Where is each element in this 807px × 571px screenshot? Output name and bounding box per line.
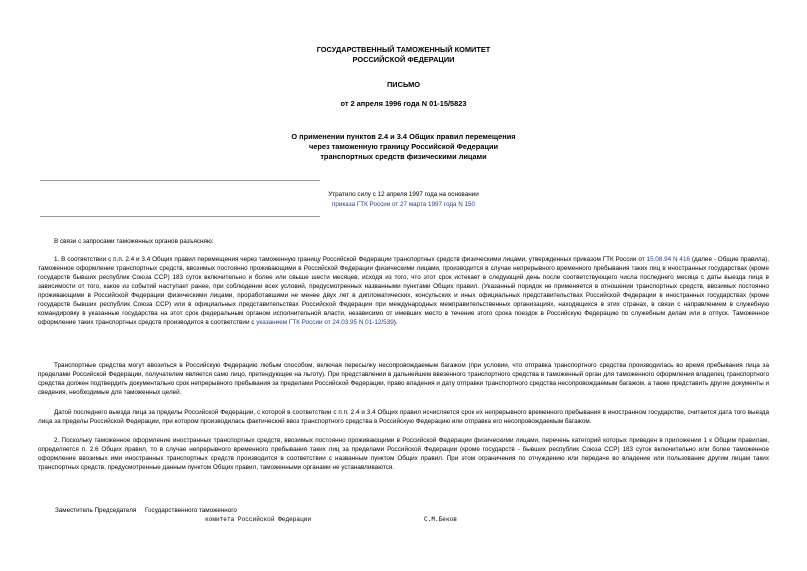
document-date: от 2 апреля 1996 года N 01-15/5823 bbox=[340, 99, 467, 108]
paragraph-3-text: Датой последнего выезда лица за пределы Российской Федерации, с которой в соответствии с п.п. 2.4 и 3.4 Общих правил исчисляется срок их непрерывного временного пребывания в иностранном государстве, считается дата того выезда лица за пределы Российской Федерации, при котором производилась фактический ввоз транспортного средства в Российскую Федерацию или отправка его несопровождаемым багажом. bbox=[38, 409, 769, 425]
paragraph-2 bbox=[38, 362, 769, 398]
document-title-line2: через таможенную границу Российской Федерации bbox=[308, 142, 499, 151]
divider-bottom bbox=[40, 216, 320, 217]
order-416-link[interactable]: 15.08.94 N 416 bbox=[646, 256, 691, 263]
paragraph-1-text-c: ). bbox=[393, 318, 398, 326]
paragraph-1 bbox=[38, 256, 769, 328]
repeal-order-link[interactable]: приказа ГТК России от 27 марта 1997 года N 150 bbox=[331, 201, 476, 208]
intro-paragraph bbox=[38, 238, 769, 247]
paragraph-1-text-a: 1. В соответствии с п.п. 2.4 и 3.4 Общих правил перемещения через таможенную границу Российской Федерации транспортных средств физическими лицами, утвержденных приказом ГТК России от bbox=[54, 256, 647, 263]
instruction-539-link[interactable]: указанием ГТК России от 24.03.95 N 01-12/539 bbox=[256, 318, 394, 326]
document-type: ПИСЬМО bbox=[387, 80, 420, 89]
paragraph-4 bbox=[38, 437, 769, 473]
status-note-link-line bbox=[0, 200, 807, 210]
divider-top bbox=[40, 180, 320, 181]
paragraph-4-text: 2. Поскольку таможенное оформление иностранных транспортных средств, ввозимых постоянно проживающими в Российской Федерации физическими лицами, перечень категорий которых приведен в приложении 1 к Общим правилам, определяется п. 2.6 Общих правил, то в случае непрерывного временного пребывания таких лиц за пределами Российской Федерации (кроме государств - бывших республик Союза ССР) 183 суток включительно или более таможенное оформление ввозимых ими иностранных транспортных средств производится в соответствии с названным пунктом Общих правил. При этом ограничения по отчуждению или передаче во владение или пользование другим лицам таких транспортных средств, предусмотренные данным пунктом Общих правил, таможенными органами не устанавливаются. bbox=[38, 437, 769, 471]
signatory-position: Заместитель Председателя Государственного таможенного bbox=[55, 507, 237, 514]
agency-name-line2: РОССИЙСКОЙ ФЕДЕРАЦИИ bbox=[352, 54, 455, 64]
paragraph-1-text-b: (далее - Общие правила), таможенное оформление транспортных средств, ввозимых постоянно проживающими в Российской Федерации физическими лицами, производится в случае непрерывного временного пребывания таких лиц в иностранных государствах (кроме государств бывших республик Союза ССР) 183 суток включительно и более или свыше шести месяцев, исходя из того, что этот срок истекает в следующий день после соответствующего числа последнего месяца с даты выезда лица в зависимости от того, какое из событий наступает ранее, при соблюдении всех условий, предусмотренных названными пунктами Общих правил. (Указанный порядок не применяется в отношении транспортных средств, ввозимых постоянно проживающими в Российской Федерации физическими лицами, проработавшими не менее двух лет в дипломатических, консульских и иных официальных представительствах Российской Федерации в иностранных государствах (кроме государств бывших республик Союза ССР) или в официальных представительствах Российской Федерации при международных межправительственных организациях, находящихся в этих странах, в связи с направлением в служебную командировку в указанные государства на этот срок федеральным органом исполнительной власти, независимо от имевших место в течение этого срока поездок в Российскую Федерацию по служебным делам или в отпуск. Таможенное оформление таких транспортных средств производится в соответствии с bbox=[38, 256, 769, 326]
status-note: Утратило силу с 12 апреля 1997 года на основании bbox=[328, 191, 479, 198]
paragraph-3 bbox=[38, 409, 769, 427]
document-title-line1: О применении пунктов 2.4 и 3.4 Общих правил перемещения bbox=[291, 132, 516, 141]
signatory-organization: комитета Российской Федерации bbox=[205, 516, 312, 523]
paragraph-2-text: Транспортные средства могут ввозиться в Российскую Федерацию любым способом, включая пересылку несопровождаемым багажом (при условии, что отправка транспортного средства производилась во время пребывания лица за пределами Российской Федерации, получателем является само лицо, претендующее на льготу). При представлении в дальнейшем ввезенного транспортного средства в таможенный орган для таможенного оформления владелец транспортного средства должен подтвердить документально срок непрерывного пребывания за пределами Российской Федерации, право владения и дату отправки транспортного средства несопровождаемым багажом, а также представить другие документы и сведения, необходимые для таможенных целей. bbox=[38, 362, 769, 396]
intro-text: В связи с запросами таможенных органов разъясняю: bbox=[54, 238, 214, 245]
agency-name-line1: ГОСУДАРСТВЕННЫЙ ТАМОЖЕННЫЙ КОМИТЕТ bbox=[316, 45, 491, 54]
signatory-name: С.М.Беков bbox=[424, 516, 457, 523]
document-title-line3: транспортных средств физическими лицами bbox=[320, 152, 487, 161]
